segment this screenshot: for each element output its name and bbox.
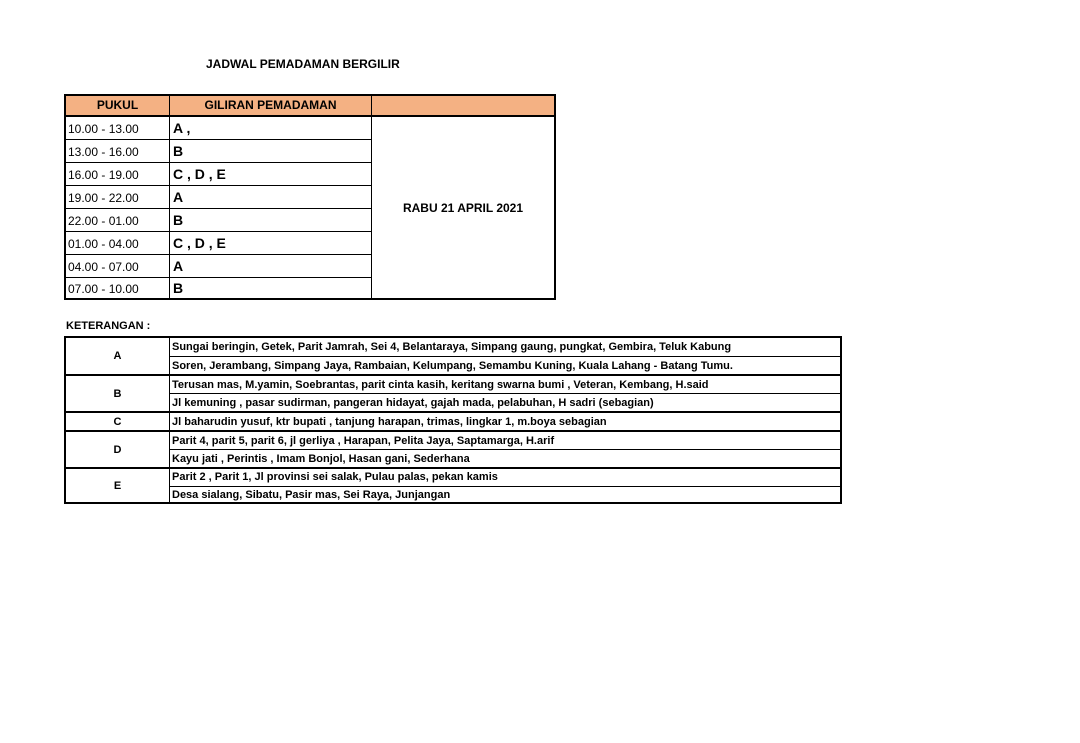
time-cell: 07.00 - 10.00 [66,278,170,298]
keterangan-table [64,336,842,504]
date-cell: RABU 21 APRIL 2021 [402,200,524,215]
schedule-row [66,186,372,209]
area-line: Jl kemuning , pasar sudirman, pangeran hidayat, gajah mada, pelabuhan, H sadri (sebagian) [170,393,840,411]
area-line: Kayu jati , Perintis , Imam Bonjol, Hasan gani, Sederhana [170,449,840,467]
area-line: Parit 4, parit 5, parit 6, jl gerliya , Harapan, Pelita Jaya, Saptamarga, H.arif [172,435,555,447]
schedule-row [66,209,372,232]
group-d [66,432,840,469]
time-cell: 16.00 - 19.00 [66,163,170,185]
time-cell: 04.00 - 07.00 [66,255,170,277]
area-line: Desa sialang, Sibatu, Pasir mas, Sei Raya, Junjangan [170,486,840,502]
turn-cell: B [170,209,372,231]
time-cell: 01.00 - 04.00 [66,232,170,254]
area-line: Terusan mas, M.yamin, Soebrantas, parit cinta kasih, keritang swarna bumi , Veteran, Kembang, H.said [172,379,709,391]
keterangan-title: KETERANGAN : [66,320,151,332]
turn-cell: A [170,255,372,277]
turn-cell: C , D , E [170,232,372,254]
schedule-row [66,140,372,163]
schedule-row [66,117,372,140]
area-line: Sungai beringin, Getek, Parit Jamrah, Sei 4, Belantaraya, Simpang gaung, pungkat, Gembira, Teluk Kabung [172,341,732,353]
schedule-row [66,163,372,186]
area-line: Parit 2 , Parit 1, Jl provinsi sei salak, Pulau palas, pekan kamis [172,471,498,483]
group-b [66,376,840,413]
header-giliran: GILIRAN PEMADAMAN [170,96,372,117]
group-code: E [66,469,170,502]
schedule-row [66,232,372,255]
group-code: D [66,432,170,467]
time-cell: 10.00 - 13.00 [66,117,170,139]
header-empty [372,96,554,117]
schedule-row [66,255,372,278]
group-code: C [66,413,170,430]
time-cell: 22.00 - 01.00 [66,209,170,231]
area-line: Jl baharudin yusuf, ktr bupati , tanjung harapan, trimas, lingkar 1, m.boya sebagian [172,416,607,428]
turn-cell: A [170,186,372,208]
schedule-row [66,278,372,298]
turn-cell: B [170,140,372,162]
header-pukul: PUKUL [66,96,170,117]
group-e [66,469,840,502]
page-title: JADWAL PEMADAMAN BERGILIR [206,57,400,71]
group-a [66,338,840,376]
schedule-table [64,94,556,300]
turn-cell: A , [170,117,372,139]
group-code: B [66,376,170,411]
time-cell: 19.00 - 22.00 [66,186,170,208]
time-cell: 13.00 - 16.00 [66,140,170,162]
turn-cell: B [170,278,372,298]
turn-cell: C , D , E [170,163,372,185]
area-line: Soren, Jerambang, Simpang Jaya, Rambaian, Kelumpang, Semambu Kuning, Kuala Lahang - Batang Tumu. [170,356,840,374]
group-code: A [66,338,170,374]
group-c [66,413,840,432]
